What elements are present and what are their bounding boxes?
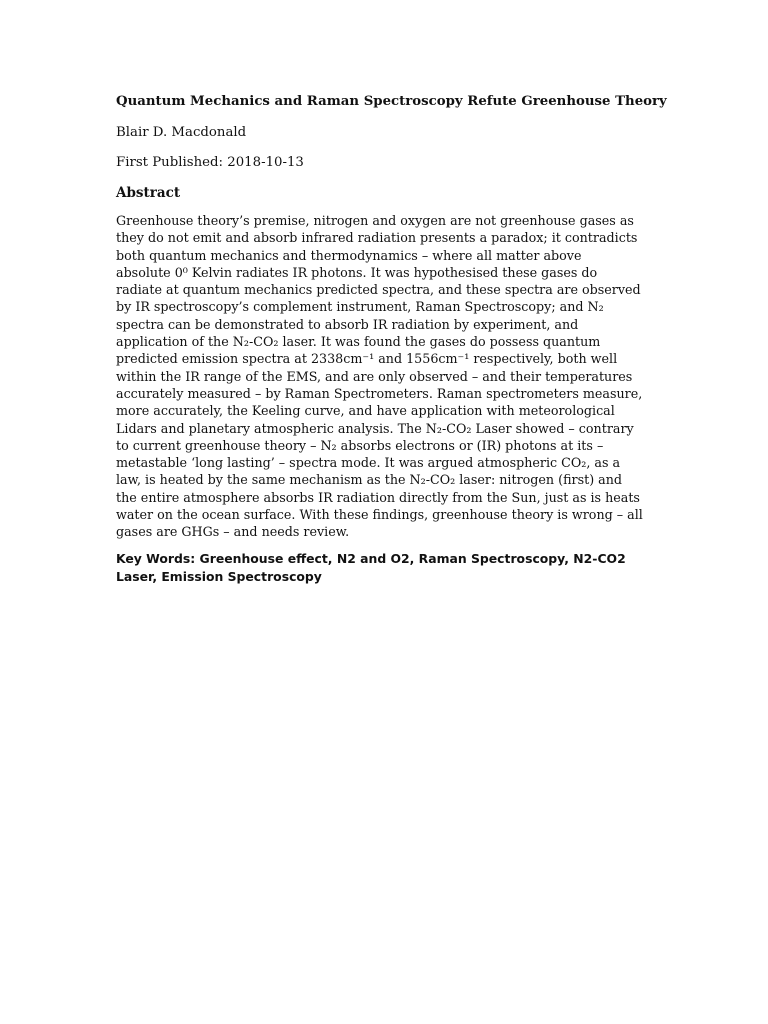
paper-title: Quantum Mechanics and Raman Spectroscopy Refute Greenhouse Theory (116, 94, 667, 109)
abstract-line: application of the N₂-CO₂ laser. It was found the gases do possess quantum (116, 334, 601, 350)
abstract-line: predicted emission spectra at 2338cm⁻¹ and 1556cm⁻¹ respectively, both well (116, 351, 618, 367)
publication-date: First Published: 2018-10-13 (116, 155, 304, 170)
abstract-line: law, is heated by the same mechanism as the N₂-CO₂ laser: nitrogen (first) and (116, 472, 623, 488)
abstract-line: water on the ocean surface. With these findings, greenhouse theory is wrong – all (116, 507, 643, 523)
abstract-heading: Abstract (116, 185, 181, 201)
key-words: Key Words: Greenhouse effect, N2 and O2, Raman Spectroscopy, N2-CO2 Laser, Emission Spectroscopy (116, 550, 626, 584)
abstract-body (116, 212, 661, 541)
abstract-line: both quantum mechanics and thermodynamics – where all matter above (116, 247, 582, 263)
abstract-line: metastable ‘long lasting’ – spectra mode. It was argued atmospheric CO₂, as a (116, 455, 621, 471)
abstract-line: they do not emit and absorb infrared radiation presents a paradox; it contradicts (116, 230, 638, 246)
abstract-line: absolute 0⁰ Kelvin radiates IR photons. It was hypothesised these gases do (116, 264, 598, 280)
abstract-line: accurately measured – by Raman Spectrometers. Raman spectrometers measure, (116, 385, 643, 401)
abstract-line: Lidars and planetary atmospheric analysis. The N₂-CO₂ Laser showed – contrary (116, 420, 634, 436)
abstract-line: to current greenhouse theory – N₂ absorbs electrons or (IR) photons at its – (116, 437, 604, 453)
abstract-line: more accurately, the Keeling curve, and have application with meteorological (116, 403, 615, 419)
abstract-line: radiate at quantum mechanics predicted spectra, and these spectra are observed (116, 282, 641, 298)
abstract-line: the entire atmosphere absorbs IR radiation directly from the Sun, just as is heats (116, 489, 640, 505)
abstract-line: spectra can be demonstrated to absorb IR radiation by experiment, and (116, 316, 579, 332)
abstract-line: by IR spectroscopy’s complement instrument, Raman Spectroscopy; and N₂ (116, 299, 604, 315)
abstract-line: within the IR range of the EMS, and are only observed – and their temperatures (116, 368, 633, 384)
paper-content (116, 93, 667, 586)
abstract-line: Greenhouse theory’s premise, nitrogen and oxygen are not greenhouse gases as (116, 213, 634, 228)
abstract-line: gases are GHGs – and needs review. (116, 524, 350, 540)
author-name: Blair D. Macdonald (116, 125, 247, 140)
